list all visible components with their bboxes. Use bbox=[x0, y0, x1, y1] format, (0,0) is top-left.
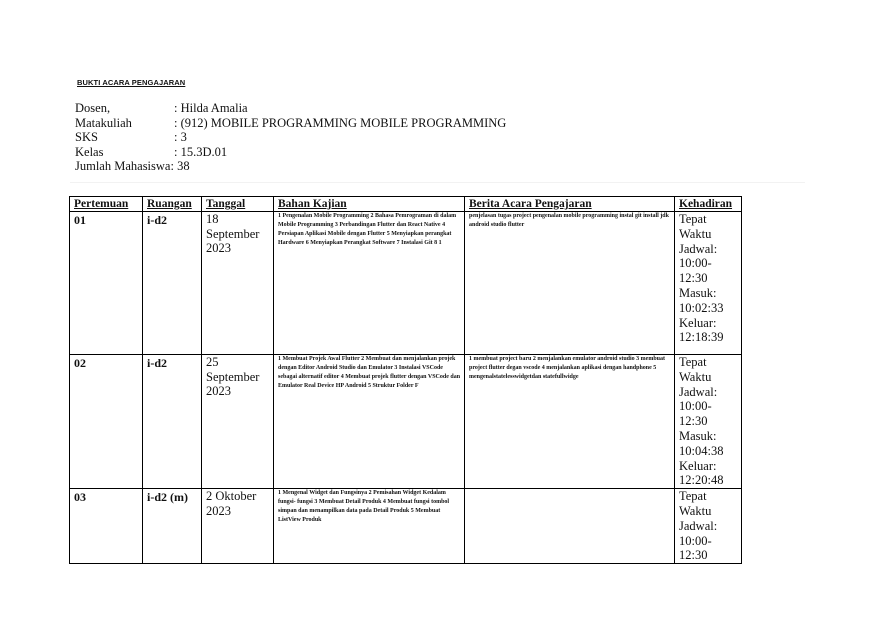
document-title: BUKTI ACARA PENGAJARAN bbox=[77, 78, 186, 87]
cell-bahan-kajian: 1 Pengenalan Mobile Programming 2 Bahasa Pemrograman di dalam Mobile Programming 3 Perbandingan Flutter dan React Native 4 Persiapan Aplikasi Mobile dengan Flutter 5 Menyiapkan perangkat Hardware 6 Menyiapkan Perangkat Software 7 Instalasi Git 8 1 bbox=[274, 212, 465, 355]
cell-kehadiran: Tepat Waktu Jadwal: 10:00-12:30 bbox=[675, 489, 742, 564]
table-header-row bbox=[70, 197, 742, 212]
cell-tanggal: 2 Oktober 2023 bbox=[202, 489, 274, 564]
header-berita-acara: Berita Acara Pengajaran bbox=[465, 197, 675, 212]
cell-bahan-kajian: 1 Membuat Projek Awal Flutter 2 Membuat dan menjalankan projek dengan Editor Android Studio dan Emulator 3 Instalasi VSCode sebagai alternatif editor 4 Membuat projek flutter dengan VSCode dan Emulator Real Device HP Android 5 Struktur Folder F bbox=[274, 355, 465, 489]
header-bahan-kajian: Bahan Kajian bbox=[274, 197, 465, 212]
header-kehadiran: Kehadiran bbox=[675, 197, 742, 212]
attendance-table bbox=[69, 196, 742, 564]
cell-tanggal: 18 September 2023 bbox=[202, 212, 274, 355]
info-block bbox=[75, 101, 506, 174]
cell-pertemuan: 01 bbox=[70, 212, 143, 355]
cell-kehadiran: Tepat Waktu Jadwal: 10:00-12:30 Masuk: 10:02:33 Keluar: 12:18:39 bbox=[675, 212, 742, 355]
jumlah-label: Jumlah Mahasiswa bbox=[75, 159, 171, 173]
info-row-dosen bbox=[75, 101, 506, 116]
divider bbox=[70, 182, 805, 183]
matakuliah-label: Matakuliah bbox=[75, 115, 132, 130]
dosen-value: : Hilda Amalia bbox=[174, 101, 248, 115]
kelas-value: : 15.3D.01 bbox=[174, 144, 228, 159]
cell-berita-acara: penjelasan tugas project pengenalan mobile programming instal git install jdk android studio flutter bbox=[465, 212, 675, 355]
cell-berita-acara: 1 membuat project baru 2 menjalankan emulator android studio 3 membuat project flutter degan vscode 4 menjalankan aplikasi dengan handphone 5 mengenalstatelesswidgetdan statefullwidge bbox=[465, 355, 675, 489]
sks-value: : 3 bbox=[174, 130, 187, 144]
cell-berita-acara bbox=[465, 489, 675, 564]
matakuliah-value: : (912) MOBILE PROGRAMMING MOBILE PROGRAMMING bbox=[174, 115, 507, 130]
jumlah-value: : 38 bbox=[170, 159, 190, 173]
cell-ruangan: i-d2 bbox=[143, 355, 202, 489]
sks-label: SKS bbox=[75, 130, 98, 144]
table-row bbox=[70, 489, 742, 564]
header-ruangan: Ruangan bbox=[143, 197, 202, 212]
table-row bbox=[70, 355, 742, 489]
info-row-sks bbox=[75, 130, 506, 145]
dosen-label: Dosen, bbox=[75, 101, 111, 115]
kelas-label: Kelas bbox=[75, 144, 104, 159]
table-row bbox=[70, 212, 742, 355]
info-row-kelas bbox=[75, 145, 506, 160]
header-tanggal: Tanggal bbox=[202, 197, 274, 212]
cell-ruangan: i-d2 (m) bbox=[143, 489, 202, 564]
cell-kehadiran: Tepat Waktu Jadwal: 10:00-12:30 Masuk: 10:04:38 Keluar: 12:20:48 bbox=[675, 355, 742, 489]
cell-ruangan: i-d2 bbox=[143, 212, 202, 355]
cell-bahan-kajian: 1 Mengenal Widget dan Fungsinya 2 Pemisahan Widget Kedalam fungsi- fungsi 3 Membuat Detail Produk 4 Membuat fungsi tombol simpan dan menampilkan data pada Detail Produk 5 Membuat ListView Produk bbox=[274, 489, 465, 564]
info-row-jumlah bbox=[75, 159, 506, 174]
cell-tanggal: 25 September 2023 bbox=[202, 355, 274, 489]
cell-pertemuan: 02 bbox=[70, 355, 143, 489]
header-pertemuan: Pertemuan bbox=[70, 197, 143, 212]
cell-pertemuan: 03 bbox=[70, 489, 143, 564]
info-row-matakuliah bbox=[75, 116, 506, 131]
